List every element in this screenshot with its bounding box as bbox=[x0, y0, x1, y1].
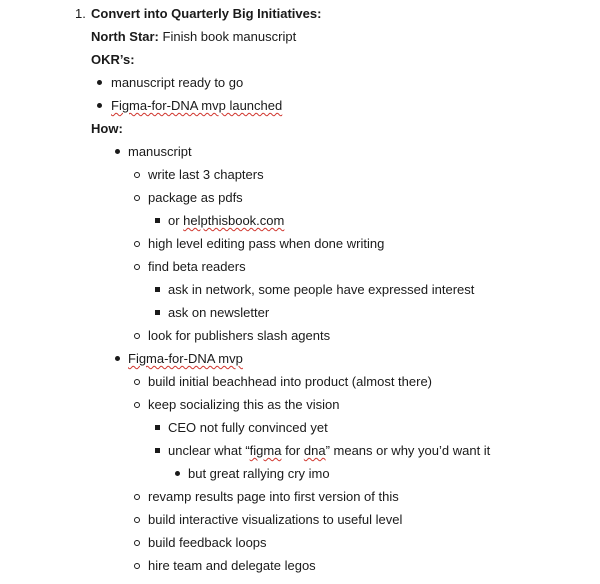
task-text: unclear what “ bbox=[168, 443, 250, 458]
bullet-circle-icon bbox=[134, 494, 140, 500]
task-text: find beta readers bbox=[148, 259, 246, 274]
bullet-disc-icon bbox=[115, 149, 120, 154]
task-text: ask in network, some people have expressed interest bbox=[168, 282, 475, 297]
heading-text: Convert into Quarterly Big Initiatives: bbox=[91, 6, 322, 21]
bullet-circle-icon bbox=[134, 264, 140, 270]
bullet-square-icon bbox=[155, 310, 160, 315]
dna-word: dna bbox=[303, 443, 326, 458]
task-text: high level editing pass when done writing bbox=[148, 236, 385, 251]
bullet-circle-icon bbox=[134, 333, 140, 339]
bullet-circle-icon bbox=[134, 540, 140, 546]
bullet-disc-icon bbox=[97, 103, 102, 108]
task-text: hire team and delegate legos bbox=[148, 558, 316, 573]
task-text: but great rallying cry imo bbox=[188, 466, 330, 481]
bullet-circle-icon bbox=[134, 517, 140, 523]
task-text: look for publishers slash agents bbox=[148, 328, 331, 343]
bullet-square-icon bbox=[155, 218, 160, 223]
north-star-label: North Star: bbox=[91, 29, 159, 44]
bullet-square-icon bbox=[155, 287, 160, 292]
list-number: 1. bbox=[75, 6, 86, 21]
bullet-circle-icon bbox=[134, 563, 140, 569]
task-text: ” means or why you’d want it bbox=[325, 443, 491, 458]
bullet-circle-icon bbox=[134, 402, 140, 408]
task-text: for bbox=[281, 443, 304, 458]
bullet-circle-icon bbox=[134, 379, 140, 385]
okr-item-text: manuscript ready to go bbox=[111, 75, 244, 90]
task-text: ask on newsletter bbox=[168, 305, 270, 320]
okrs-label: OKR’s: bbox=[91, 52, 135, 67]
task-text: or bbox=[168, 213, 184, 228]
task-text: build feedback loops bbox=[148, 535, 267, 550]
bullet-circle-icon bbox=[134, 172, 140, 178]
task-text: revamp results page into first version of this bbox=[148, 489, 399, 504]
bullet-square-icon bbox=[155, 425, 160, 430]
task-text: keep socializing this as the vision bbox=[148, 397, 340, 412]
figma-word: figma bbox=[249, 443, 282, 458]
bullet-square-icon bbox=[155, 448, 160, 453]
okr-item-text: Figma-for-DNA mvp launched bbox=[111, 98, 283, 113]
how-item-text: manuscript bbox=[128, 144, 192, 159]
task-text: build initial beachhead into product (almost there) bbox=[148, 374, 433, 389]
how-label: How: bbox=[91, 121, 123, 136]
bullet-disc-icon bbox=[97, 80, 102, 85]
north-star-value: Finish book manuscript bbox=[162, 29, 297, 44]
site-link-text: helpthisbook.com bbox=[183, 213, 285, 228]
bullet-disc-icon bbox=[175, 471, 180, 476]
task-text: build interactive visualizations to useful level bbox=[148, 512, 403, 527]
task-text: CEO not fully convinced yet bbox=[168, 420, 328, 435]
bullet-circle-icon bbox=[134, 241, 140, 247]
task-text: package as pdfs bbox=[148, 190, 243, 205]
bullet-circle-icon bbox=[134, 195, 140, 201]
how-item-text: Figma-for-DNA mvp bbox=[128, 351, 243, 366]
bullet-disc-icon bbox=[115, 356, 120, 361]
task-text: write last 3 chapters bbox=[148, 167, 264, 182]
